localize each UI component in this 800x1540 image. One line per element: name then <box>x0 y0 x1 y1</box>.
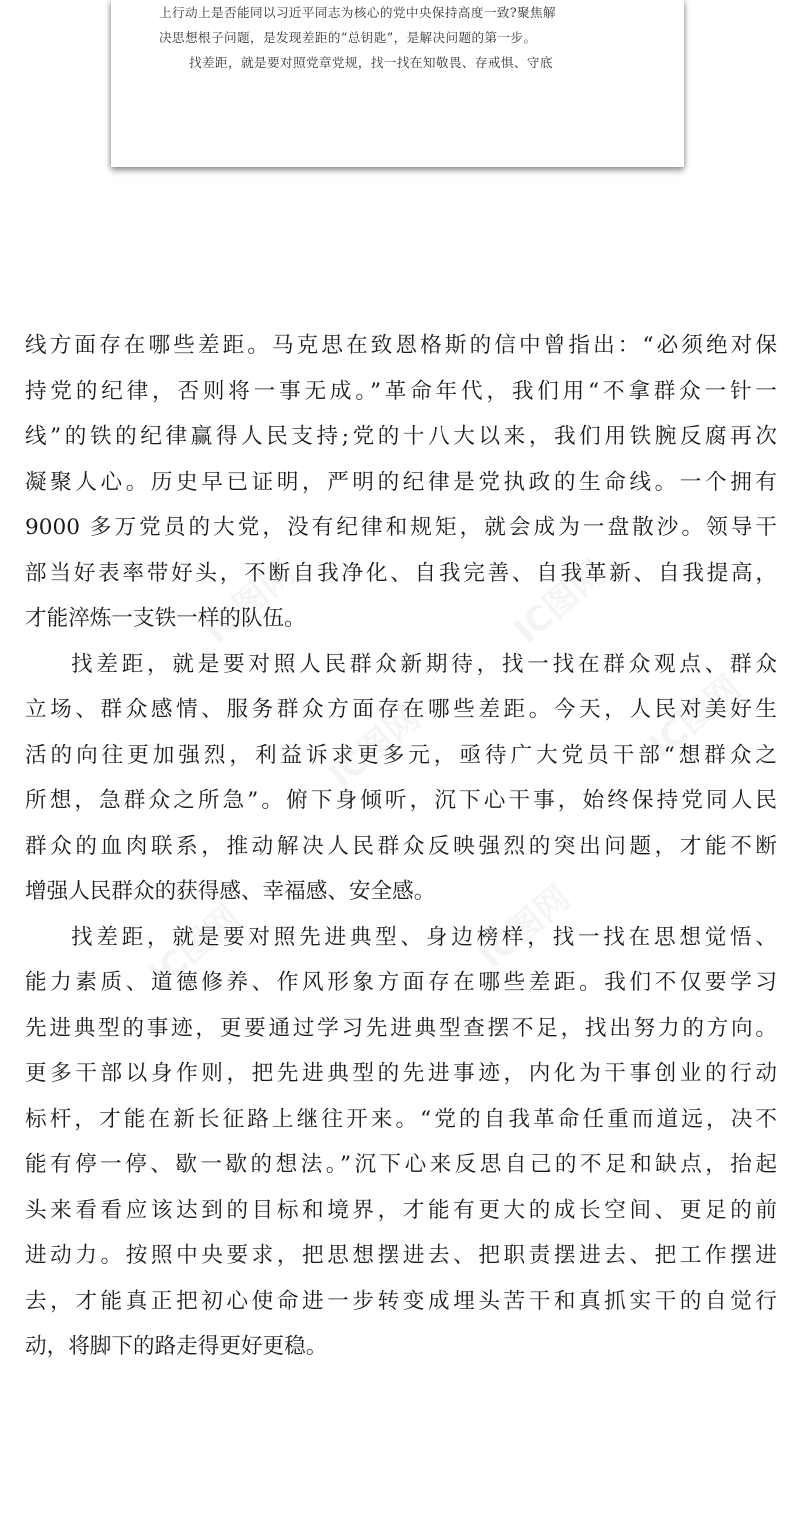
paragraph-1 <box>25 323 777 642</box>
text-line: 凝聚人心。历史早已证明，严明的纪律是党执政的生命线。一个拥有 <box>25 469 777 495</box>
preview-line: 找差距，就是要对照党章党规，找一找在知敬畏、存戒惧、守底 <box>189 55 553 70</box>
text-line: 部当好表率带好头，不断自我净化、自我完善、自我革新、自我提高， <box>25 560 777 586</box>
text-line: 先进典型的事迹，更要通过学习先进典型查摆不足，找出努力的方向。 <box>25 1015 777 1041</box>
text-line: 找差距，就是要对照先进典型、身边榜样，找一找在思想觉悟、 <box>71 924 777 950</box>
text-line: 增强人民群众的获得感、幸福感、安全感。 <box>25 879 436 904</box>
text-line: 9000 多万党员的大党，没有纪律和规矩，就会成为一盘散沙。领导干 <box>25 515 777 540</box>
text-line: 立场、群众感情、服务群众方面存在哪些差距。今天，人民对美好生 <box>25 697 777 722</box>
text-line: 头来看看应该达到的目标和境界，才能有更大的成长空间、更足的前 <box>25 1197 777 1223</box>
paragraph-2 <box>25 642 777 915</box>
preview-line: 决思想根子问题，是发现差距的“总钥匙”，是解决问题的第一步。 <box>159 30 537 45</box>
text-line: 所想，急群众之所急”。俯下身倾听，沉下心干事，始终保持党同人民 <box>25 788 777 813</box>
text-line: 线方面存在哪些差距。马克思在致恩格斯的信中曾指出：“必须绝对保 <box>25 333 777 358</box>
text-line: 群众的血肉联系，推动解决人民群众反映强烈的突出问题，才能不断 <box>25 833 777 859</box>
text-line: 找差距，就是要对照人民群众新期待，找一找在群众观点、群众 <box>71 651 777 677</box>
article-body <box>25 323 777 1370</box>
text-line: 能力素质、道德修养、作风形象方面存在哪些差距。我们不仅要学习 <box>25 970 777 995</box>
text-line: 更多干部以身作则，把先进典型的先进事迹，内化为干事创业的行动 <box>25 1061 777 1086</box>
preview-text <box>159 0 649 75</box>
text-line: 进动力。按照中央要求，把思想摆进去、把职责摆进去、把工作摆进 <box>25 1243 777 1268</box>
page-preview-card <box>111 0 684 167</box>
text-line: 去，才能真正把初心使命进一步转变成埋头苦干和真抓实干的自觉行 <box>25 1288 777 1314</box>
text-line: 才能淬炼一支铁一样的队伍。 <box>25 606 306 631</box>
paragraph-3 <box>25 915 777 1370</box>
text-line: 能有停一停、歇一歇的想法。”沉下心来反思自己的不足和缺点，抬起 <box>25 1152 777 1177</box>
text-line: 持党的纪律，否则将一事无成。”革命年代，我们用“不拿群众一针一 <box>25 378 777 404</box>
preview-line: 上行动上是否能同以习近平同志为核心的党中央保持高度一致?聚焦解 <box>159 5 556 20</box>
text-line: 动，将脚下的路走得更好更稳。 <box>25 1334 328 1359</box>
text-line: 标杆，才能在新长征路上继往开来。“党的自我革命任重而道远，决不 <box>25 1106 777 1132</box>
text-line: 线”的铁的纪律赢得人民支持;党的十八大以来，我们用铁腕反腐再次 <box>25 424 777 449</box>
text-line: 活的向往更加强烈，利益诉求更多元，亟待广大党员干部“想群众之 <box>25 742 777 768</box>
